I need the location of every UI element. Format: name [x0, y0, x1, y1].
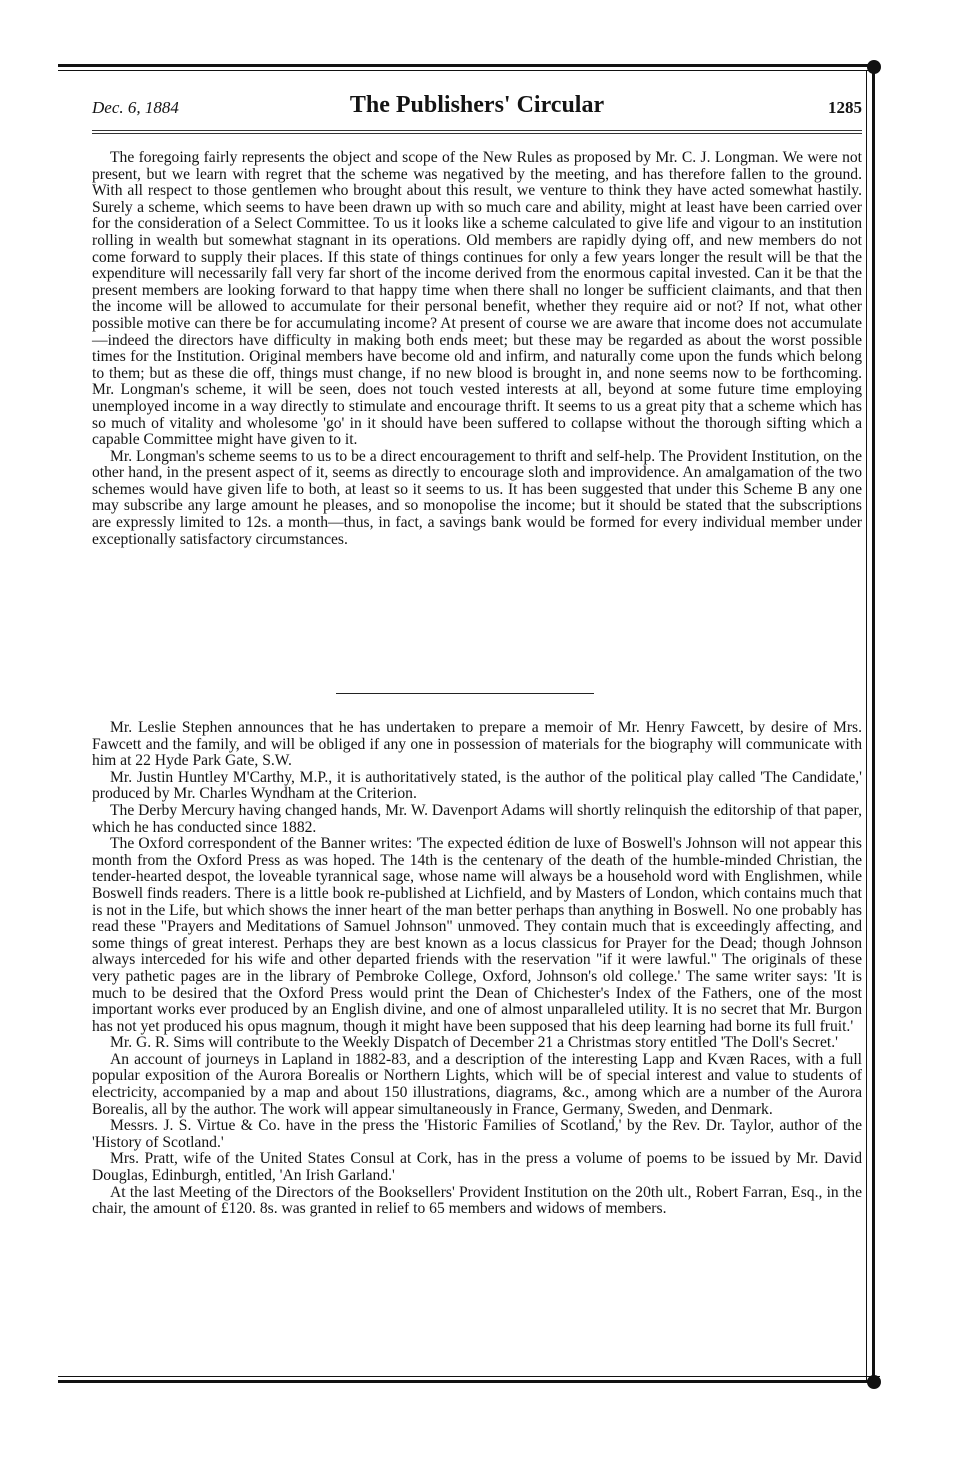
paragraph: Mr. Justin Huntley M'Carthy, M.P., it is authoritatively stated, is the author of the political play called 'The Candidate,' produced by Mr. Charles Wyndham at the Criterion. — [92, 768, 862, 803]
paragraph: The Oxford correspondent of the Banner writes: 'The expected édition de luxe of Boswell's Johnson will not appear this month from the Oxford Press as was hoped. The 14th is the centenary of the death of the humble-minded Christian, the tender-hearted despot, the loveable tyrannical sage, whose name will always be a household word with Englishmen, while Boswell finds readers. There is a little book re-published at Lichfield, and by Masters of London, which contains much that is not in the Life, but which shows the inner heart of the man better perhaps than anything in Boswell. No one probably has read these "Prayers and Meditations of Samuel Johnson" unmoved. They contain much that is exceedingly affecting, and some things of great interest. Perhaps they are best known as a locus classicus for Prayer for the Dead; though Johnson always interceded for his wife and other departed friends with the reservation "if it were lawful." The originals of these very pathetic pages are in the library of Pembroke College, Oxford, Johnson's old college.' The same writer says: 'It is much to be desired that the Oxford Press would print the Dean of Chichester's Index of the Fathers, one of the most important works ever produced by an English divine, and one of almost unparalleled utility. It is no secret that Mr. Burgon has not yet produced his opus magnum, though it might have been supposed that his deep learning had borne its full fruit.' — [92, 835, 862, 1035]
article-new-rules — [92, 150, 862, 548]
paragraph: Mr. Longman's scheme seems to us to be a direct encouragement to thrift and self-help. The Provident Institution, on the other hand, in the present aspect of it, seems as directly to encourage sloth and improvidence. An amalgamation of the two schemes would have given life to both, at least so it seems to us. It has been suggested that under this Scheme B any one may subscribe any large amount he pleases, and so monopolise the income; but it should be stated that the subscriptions are expressly limited to 12s. a month—thus, in fact, a savings bank would be formed for every individual member under exceptionally satisfactory circumstances. — [92, 447, 862, 548]
journal-title: The Publishers' Circular — [349, 92, 605, 118]
header-rule — [92, 130, 862, 131]
paragraph: Mr. Leslie Stephen announces that he has undertaken to prepare a memoir of Mr. Henry Fawcett, by desire of Mrs. Fawcett and the family, and will be obliged if any one in possession of materials for the biography will communicate with him at 22 Hyde Park Gate, S.W. — [92, 719, 862, 770]
page-border-bottom-inner — [58, 1376, 880, 1377]
page-border-bottom — [58, 1380, 880, 1383]
header-rule-double — [92, 133, 862, 134]
corner-ornament-top — [867, 60, 881, 74]
news-notes — [92, 720, 862, 1218]
corner-ornament-bottom — [867, 1375, 881, 1389]
paragraph: Messrs. J. S. Virtue & Co. have in the press the 'Historic Families of Scotland,' by the Rev. Dr. Taylor, author of the 'History of Scotland.' — [92, 1117, 862, 1151]
paragraph: Mr. G. R. Sims will contribute to the Weekly Dispatch of December 21 a Christmas story entitled 'The Doll's Secret.' — [110, 1034, 838, 1052]
section-divider — [336, 693, 594, 694]
page-border-right — [872, 64, 875, 1384]
paragraph: An account of journeys in Lapland in 1882-83, and a description of the interesting Lapp and Kvæn Races, with a full popular exposition of the Aurora Borealis or Northern Lights, which will be of special interest and value to students of electricity, accompanied by a map and about 150 illustrations, diagrams, &c., among which are a number of the Aurora Borealis, all by the author. The work will appear simultaneously in France, Germany, Sweden, and Denmark. — [92, 1050, 862, 1118]
paragraph: The foregoing fairly represents the object and scope of the New Rules as proposed by Mr. C. J. Longman. We were not present, but we learn with regret that the scheme was negatived by the meeting, and has therefore fallen to the ground. With all respect to those gentlemen who brought about this result, we venture to think they have acted somewhat hastily. Surely a scheme, which seems to have been drawn up with so much care and ability, might at least have been carried over for the consideration of a Select Committee. To us it looks like a scheme calculated to give life and vigour to an institution rolling in wealth but somewhat stagnant in its operations. Old members are rapidly dying off, and new members do not come forward to supply their places. If this state of things continues for only a few years longer the result will be that the expenditure will necessarily fall very far short of the income derived from the enormous capital invested. Can it be that the present members are looking forward to that happy time when there shall no longer be sufficient claimants, and that then the income will be allowed to accumulate for their personal benefit, whether they require aid or not? If not, what other possible motive can there be for accumulating income? At present of course we are aware that income does not accumulate—indeed the directors have difficulty in making both ends meet; but these may be regarded as about the worst possible times for the Institution. Original members have become old and infirm, and naturally come upon the funds which belong to them; but as these die off, things must change, if no new blood is brought in, and none seems now to be forthcoming. Mr. Longman's scheme, it will be seen, does not touch vested interests at all, beyond at some future time employing unemployed income in a way directly to stimulate and encourage thrift. It seems to us a great pity that a scheme which has so much of vitality and wholesome 'go' in it should have been suffered to collapse without the thorough sifting which a capable Committee might have given to it. — [92, 149, 862, 449]
page-border-right-inner — [866, 70, 867, 1380]
paragraph: The Derby Mercury having changed hands, Mr. W. Davenport Adams will shortly relinquish the editorship of that paper, which he has conducted since 1882. — [92, 801, 862, 836]
page-border-top-inner — [58, 70, 880, 71]
paragraph: At the last Meeting of the Directors of the Booksellers' Provident Institution on the 20th ult., Robert Farran, Esq., in the chair, the amount of £120. 8s. was granted in relief to 65 members and widows of members. — [92, 1183, 862, 1218]
page-header — [92, 90, 862, 130]
issue-date: Dec. 6, 1884 — [92, 98, 179, 117]
page-border-top — [58, 64, 880, 67]
paragraph: Mrs. Pratt, wife of the United States Consul at Cork, has in the press a volume of poems to be issued by Mr. David Douglas, Edinburgh, entitled, 'An Irish Garland.' — [92, 1150, 862, 1185]
page-number: 1285 — [828, 98, 862, 117]
